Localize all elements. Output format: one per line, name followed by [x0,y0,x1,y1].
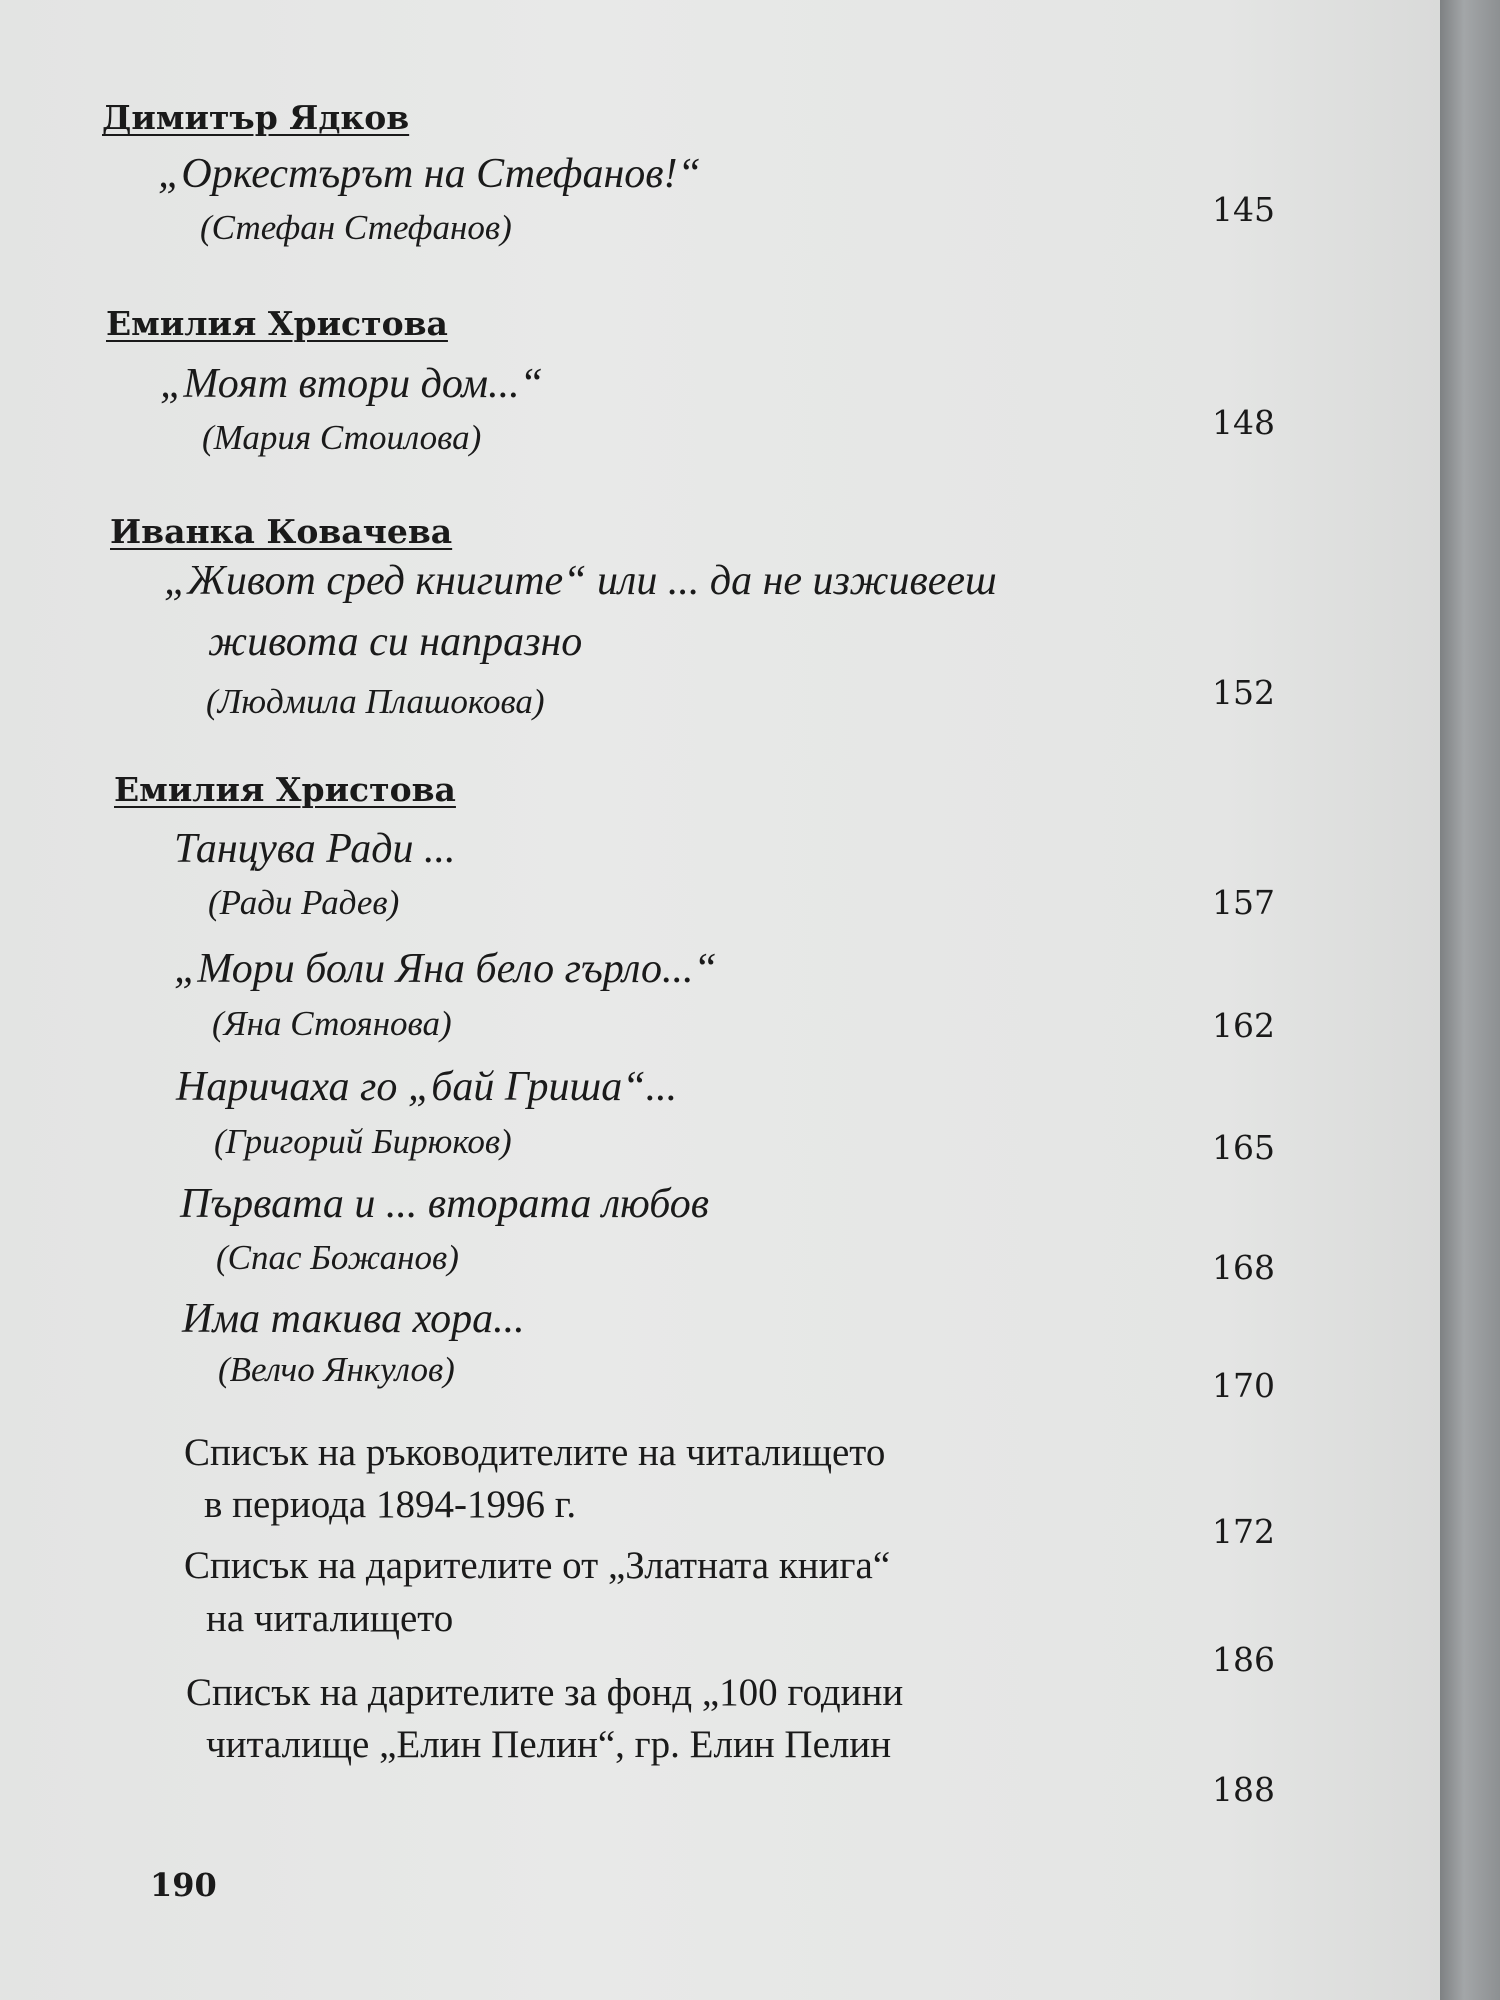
toc-page-number: 162 [1212,1006,1275,1045]
toc-appendix-title-continued: в периода 1894-1996 г. [204,1483,577,1526]
toc-appendix-title: Списък на дарителите от „Златната книга“ [184,1544,891,1587]
toc-entry-title-continued: живота си напразно [208,619,583,665]
toc-entry-person: (Людмила Плашокова) [206,682,545,721]
book-edge [1440,0,1500,2000]
toc-author: Иванка Ковачева [110,512,453,551]
toc-entry-person: (Спас Божанов) [216,1238,459,1277]
toc-entry-title: Има такива хора... [182,1296,525,1342]
toc-page-number: 152 [1212,673,1275,712]
toc-entry-title: „Моят втори дом...“ [160,361,543,407]
toc-entry-title: Първата и ... втората любов [180,1181,709,1227]
toc-entry-person: (Ради Радев) [208,883,400,922]
page-number: 190 [150,1866,217,1904]
toc-entry-person: (Яна Стоянова) [212,1004,452,1043]
toc-page-number: 148 [1212,403,1275,442]
toc-entry-title: „Живот сред книгите“ или ... да не изживееш [164,558,997,604]
toc-entry-title: „Оркестърът на Стефанов!“ [158,151,701,197]
toc-author: Емилия Христова [106,304,448,343]
toc-appendix-title-continued: читалище „Елин Пелин“, гр. Елин Пелин [206,1723,892,1766]
toc-author: Димитър Ядков [102,98,410,137]
toc-page-number: 157 [1212,883,1275,922]
toc-page-number: 186 [1212,1640,1275,1679]
toc-page-number: 165 [1212,1128,1275,1167]
toc-entry-person: (Мария Стоилова) [202,418,482,457]
toc-entry-person: (Велчо Янкулов) [218,1350,455,1389]
toc-page-number: 188 [1212,1770,1275,1809]
toc-entry-person: (Стефан Стефанов) [200,208,512,247]
toc-page-number: 145 [1212,190,1275,229]
toc-page-number: 168 [1212,1248,1275,1287]
toc-entry-person: (Григорий Бирюков) [214,1122,512,1161]
toc-page-number: 170 [1212,1366,1275,1405]
toc-appendix-title-continued: на читалището [206,1597,454,1640]
toc-appendix-title: Списък на ръководителите на читалището [184,1431,886,1474]
toc-page-number: 172 [1212,1512,1275,1551]
toc-entry-title: Наричаха го „бай Гриша“... [176,1064,678,1110]
toc-entry-title: „Мори боли Яна бело гърло...“ [174,946,717,992]
toc-entry-title: Танцува Ради ... [174,826,456,872]
toc-appendix-title: Списък на дарителите за фонд „100 години [186,1671,904,1714]
toc-author: Емилия Христова [114,770,456,809]
